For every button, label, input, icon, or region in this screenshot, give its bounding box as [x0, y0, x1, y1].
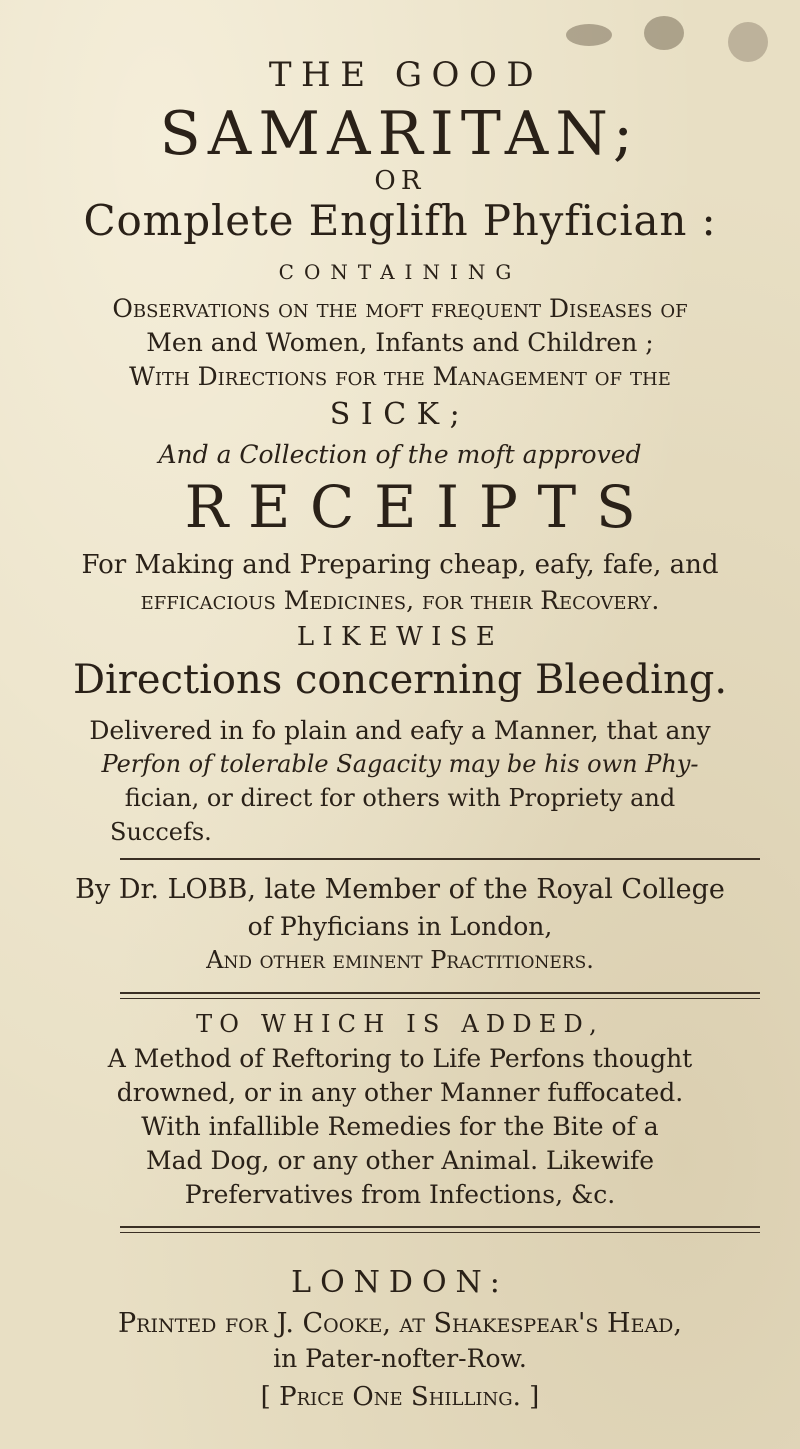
- added-heading: TO WHICH IS ADDED,: [196, 1010, 604, 1038]
- added-line-5: Prefervatives from Infections, &c.: [184, 1180, 616, 1209]
- added-line-3: With infallible Remedies for the Bite of a: [141, 1112, 659, 1141]
- receipts-heading: RECEIPTS: [184, 473, 656, 541]
- likewise-heading: LIKEWISE: [296, 622, 504, 652]
- making-line-2: efficacious Medicines, for their Recovery.: [140, 586, 660, 615]
- bleeding-heading: Directions concerning Bleeding.: [72, 657, 728, 703]
- making-line-1: For Making and Preparing cheap, eafy, fafe, and: [81, 550, 719, 580]
- imprint-address: in Pater-nofter-Row.: [273, 1344, 527, 1373]
- title-the-good: THE GOOD: [268, 55, 544, 95]
- title-samaritan: SAMARITAN;: [159, 99, 641, 169]
- imprint-london: LONDON:: [291, 1265, 509, 1300]
- observations-line-2: Men and Women, Infants and Children ;: [146, 328, 654, 357]
- added-line-4: Mad Dog, or any other Animal. Likewife: [146, 1146, 654, 1175]
- added-line-2: drowned, or in any other Manner fuffocated.: [116, 1078, 684, 1107]
- delivered-line-1: Delivered in fo plain and eafy a Manner, that any: [89, 716, 711, 745]
- sick-heading: SICK;: [329, 397, 471, 432]
- imprint-printed-for: Printed for J. Cooke, at Shakespear's Head,: [117, 1308, 682, 1339]
- author-line-1: By Dr. LOBB, late Member of the Royal College: [75, 874, 725, 905]
- divider-rule: [120, 1226, 760, 1233]
- ink-blot: [644, 16, 684, 50]
- delivered-line-2: Perfon of tolerable Sagacity may be his own Phy-: [101, 750, 699, 778]
- containing-heading: CONTAINING: [278, 260, 522, 284]
- delivered-line-4: Succefs.: [110, 818, 212, 846]
- divider-rule: [120, 858, 760, 860]
- divider-rule: [120, 992, 760, 999]
- ink-blot: [566, 24, 612, 46]
- observations-line-1: Observations on the moft frequent Diseases of: [112, 294, 688, 323]
- price-line: [ Price One Shilling. ]: [260, 1382, 540, 1412]
- ink-blot: [728, 22, 768, 62]
- title-or: OR: [374, 166, 426, 196]
- collection-line: And a Collection of the moft approved: [158, 440, 642, 469]
- subtitle-english-physician: Complete Englifh Phyfician :: [83, 196, 717, 245]
- added-line-1: A Method of Reftoring to Life Perfons thought: [107, 1044, 693, 1073]
- author-line-2: of Phyficians in London,: [247, 912, 553, 941]
- delivered-line-3: fician, or direct for others with Propriety and: [124, 784, 676, 812]
- author-line-3: And other eminent Practitioners.: [206, 946, 594, 974]
- directions-line-1: With Directions for the Management of the: [129, 362, 671, 391]
